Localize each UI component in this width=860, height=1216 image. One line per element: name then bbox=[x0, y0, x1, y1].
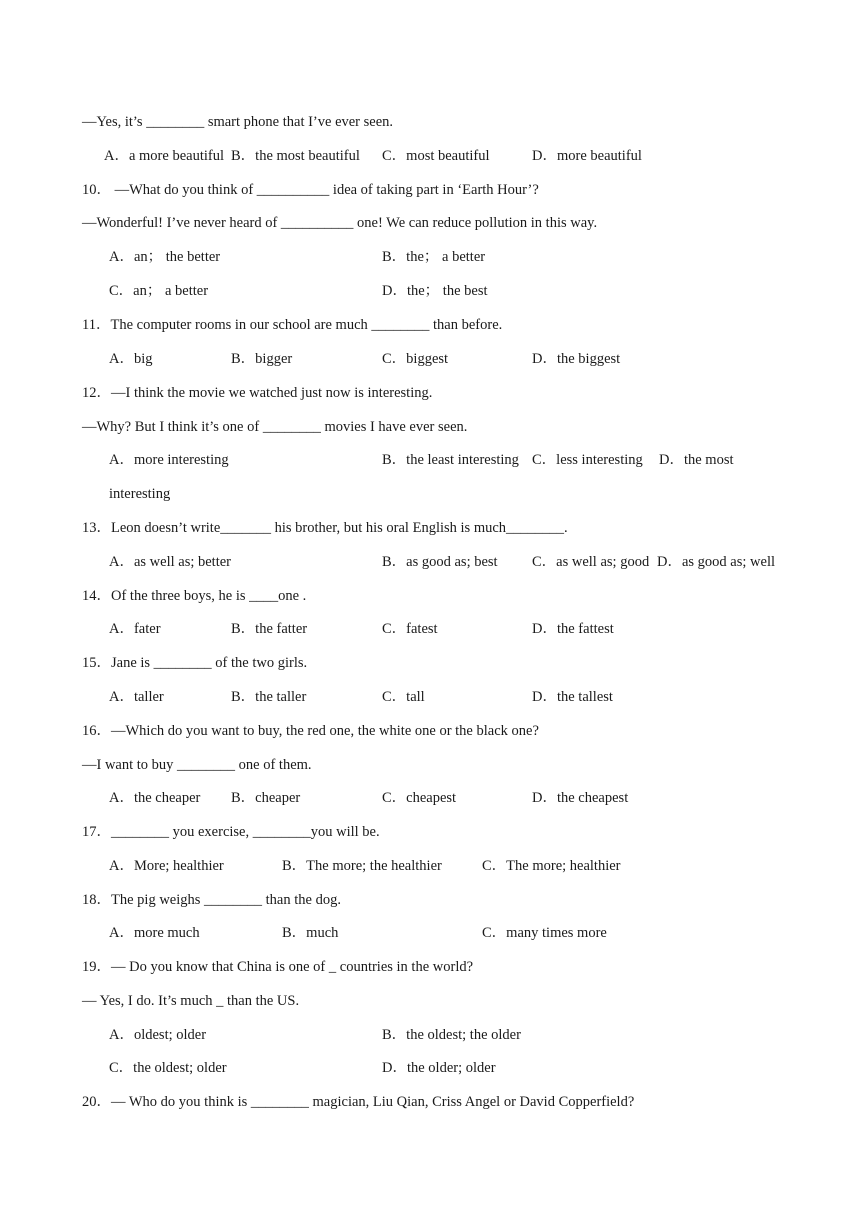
q18-option-c: C．many times more bbox=[482, 925, 607, 941]
q11-option-d: D．the biggest bbox=[532, 351, 621, 367]
q13-stem: 13．Leon doesn’t write_______ his brother, but his oral English is much________. bbox=[82, 520, 568, 536]
q12-option-b: B．the least interesting bbox=[382, 452, 519, 468]
q15-option-a: A．taller bbox=[109, 689, 164, 705]
q15-option-b: B．the taller bbox=[231, 689, 307, 705]
q19-option-d: D．the older; older bbox=[382, 1060, 496, 1076]
q14-option-b: B．the fatter bbox=[231, 621, 308, 637]
q10-option-d: D．the； the best bbox=[382, 283, 488, 299]
q16-option-b: B．cheaper bbox=[231, 790, 301, 806]
q13-option-d: D．as good as; well bbox=[657, 554, 775, 570]
q16-response: —I want to buy ________ one of them. bbox=[82, 757, 312, 773]
q15-stem: 15．Jane is ________ of the two girls. bbox=[82, 655, 308, 671]
q13-option-b: B．as good as; best bbox=[382, 554, 498, 570]
q14-option-c: C．fatest bbox=[382, 621, 438, 637]
q18-stem: 18．The pig weighs ________ than the dog. bbox=[82, 892, 341, 908]
q10-option-a: A．an； the better bbox=[109, 249, 221, 265]
q15-option-d: D．the tallest bbox=[532, 689, 613, 705]
q16-option-d: D．the cheapest bbox=[532, 790, 629, 806]
q9-response: —Yes, it’s ________ smart phone that I’ve ever seen. bbox=[82, 114, 394, 130]
q11-option-a: A．big bbox=[109, 351, 153, 367]
q12-option-d: D．the most bbox=[659, 452, 734, 468]
q17-option-c: C．The more; healthier bbox=[482, 858, 621, 874]
q14-option-a: A．fater bbox=[109, 621, 161, 637]
q17-stem: 17．________ you exercise, ________you will be. bbox=[82, 824, 380, 840]
q11-option-b: B．bigger bbox=[231, 351, 293, 367]
q11-option-c: C．biggest bbox=[382, 351, 449, 367]
q18-option-b: B．much bbox=[282, 925, 339, 941]
q13-option-a: A．as well as; better bbox=[109, 554, 232, 570]
q9-option-b: B．the most beautiful bbox=[231, 148, 360, 164]
q19-option-c: C．the oldest; older bbox=[109, 1060, 227, 1076]
q9-option-a: A．a more beautiful bbox=[104, 148, 224, 164]
q9-option-d: D．more beautiful bbox=[532, 148, 642, 164]
q19-response: — Yes, I do. It’s much _ than the US. bbox=[82, 993, 300, 1009]
q10-option-c: C．an； a better bbox=[109, 283, 209, 299]
q15-option-c: C．tall bbox=[382, 689, 425, 705]
q10-stem: 10． —What do you think of __________ idea of taking part in ‘Earth Hour’? bbox=[82, 182, 539, 198]
q16-option-c: C．cheapest bbox=[382, 790, 457, 806]
q11-stem: 11．The computer rooms in our school are much ________ than before. bbox=[82, 317, 503, 333]
q12-option-c: C．less interesting bbox=[532, 452, 643, 468]
q12-response: —Why? But I think it’s one of ________ movies I have ever seen. bbox=[82, 419, 468, 435]
q17-option-a: A．More; healthier bbox=[109, 858, 224, 874]
q19-stem: 19．— Do you know that China is one of _ countries in the world? bbox=[82, 959, 474, 975]
q13-option-c: C．as well as; good bbox=[532, 554, 650, 570]
q19-option-b: B．the oldest; the older bbox=[382, 1027, 521, 1043]
q12-stem: 12．—I think the movie we watched just now is interesting. bbox=[82, 385, 433, 401]
q9-option-c: C．most beautiful bbox=[382, 148, 490, 164]
q12-option-d-wrap: interesting bbox=[109, 486, 171, 502]
q14-stem: 14．Of the three boys, he is ____one . bbox=[82, 588, 307, 604]
q18-option-a: A．more much bbox=[109, 925, 200, 941]
q17-option-b: B．The more; the healthier bbox=[282, 858, 442, 874]
q16-stem: 16．—Which do you want to buy, the red one, the white one or the black one? bbox=[82, 723, 539, 739]
q12-option-a: A．more interesting bbox=[109, 452, 229, 468]
q20-stem: 20．— Who do you think is ________ magician, Liu Qian, Criss Angel or David Copperfield? bbox=[82, 1094, 635, 1110]
q19-option-a: A．oldest; older bbox=[109, 1027, 207, 1043]
q14-option-d: D．the fattest bbox=[532, 621, 614, 637]
q16-option-a: A．the cheaper bbox=[109, 790, 201, 806]
q10-response: —Wonderful! I’ve never heard of __________ one! We can reduce pollution in this way. bbox=[82, 215, 598, 231]
q10-option-b: B．the； a better bbox=[382, 249, 486, 265]
